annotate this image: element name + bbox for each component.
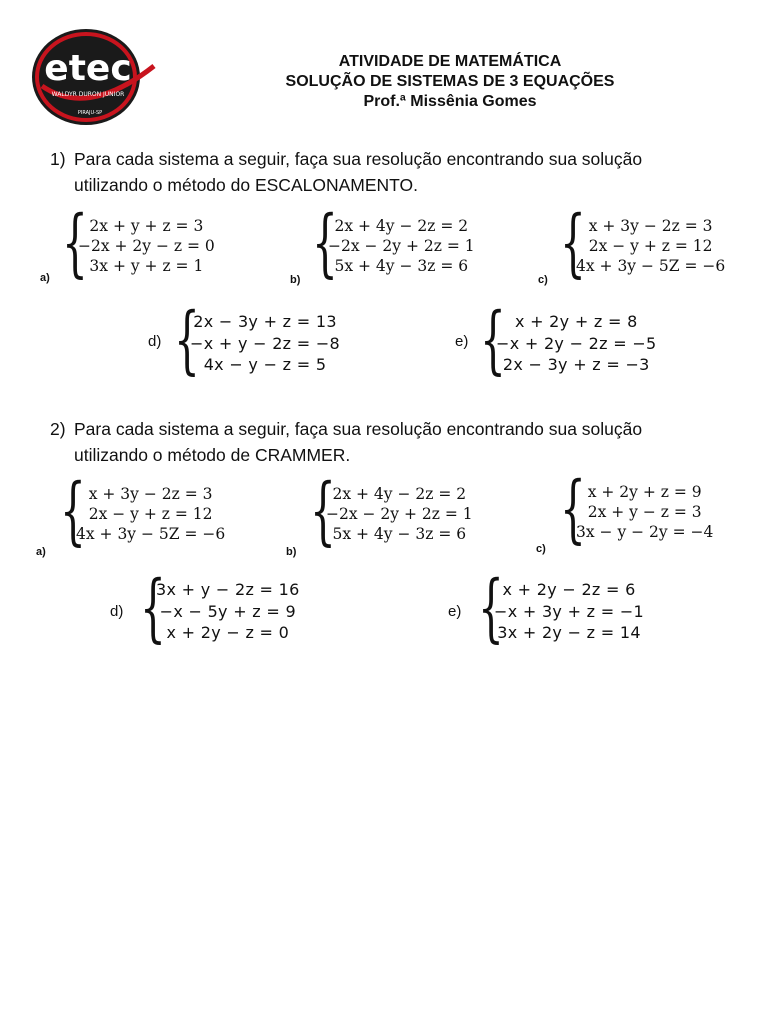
- equation-system: [140, 565, 300, 652]
- brace: {: [310, 468, 336, 554]
- logo-subtext: WALDYR DURON JUNIOR: [51, 91, 125, 98]
- brace: {: [140, 565, 166, 652]
- system-label: c): [536, 543, 546, 555]
- equation-system: [312, 200, 475, 286]
- brace: {: [560, 466, 586, 552]
- header-title: ATIVIDADE DE MATEMÁTICA: [338, 53, 562, 70]
- equation-system: [560, 200, 726, 286]
- equation: x + 2y + z = 8: [514, 312, 638, 331]
- equation: x + 3y − 2z = 3: [88, 485, 213, 503]
- equation: 2x − 3y + z = −3: [502, 355, 650, 374]
- brace: {: [480, 297, 506, 384]
- system-label: e): [455, 333, 469, 350]
- equation: x + 2y − z = 0: [166, 623, 290, 642]
- equation: 3x + 2y − z = 14: [497, 623, 641, 642]
- equation: 3x + y − 2z = 16: [156, 580, 300, 599]
- equation: 4x + 3y − 5Z = −6: [76, 525, 226, 543]
- equation: −2x + 2y − z = 0: [78, 237, 215, 255]
- equation-system: [60, 468, 226, 554]
- equation: 3x − y − 2y = −4: [576, 523, 714, 541]
- question-1: [50, 146, 710, 198]
- brace: {: [174, 297, 200, 384]
- equation: 3x + y + z = 1: [89, 257, 204, 275]
- equation: 2x + y − z = 3: [587, 503, 702, 521]
- equation: 2x − y + z = 12: [88, 505, 213, 523]
- system-label: a): [40, 272, 50, 284]
- equation-system: [62, 200, 215, 286]
- equation-system: [310, 468, 473, 554]
- equation: −x − 5y + z = 9: [159, 601, 296, 621]
- equation: −x + y − 2z = −8: [190, 333, 341, 353]
- equation-system: [480, 297, 657, 384]
- equation: 4x + 3y − 5Z = −6: [576, 257, 726, 275]
- equation: −2x − 2y + 2z = 1: [326, 505, 473, 523]
- question-2: [50, 416, 710, 468]
- question-text-line2: utilizando o método do ESCALONAMENTO.: [74, 175, 419, 195]
- equation-system: [174, 297, 341, 384]
- equation: x + 3y − 2z = 3: [588, 217, 713, 235]
- logo-city: PIRAJU-SP: [77, 110, 103, 116]
- equation: 4x − y − z = 5: [203, 355, 327, 374]
- system-label: c): [538, 274, 548, 286]
- brace: {: [62, 200, 88, 286]
- equation: −x + 3y + z = −1: [494, 601, 645, 621]
- system-label: d): [110, 603, 124, 620]
- brace: {: [478, 565, 504, 652]
- equation: 2x − 3y + z = 13: [193, 312, 337, 331]
- header-teacher: Prof.ª Missênia Gomes: [363, 93, 537, 110]
- equation: 2x + 4y − 2z = 2: [334, 217, 469, 235]
- question-text-line2: utilizando o método de CRAMMER.: [74, 445, 351, 465]
- question-number: 2): [50, 419, 66, 439]
- equation-system: [560, 466, 714, 552]
- document-header: [250, 52, 650, 112]
- equation: 2x + y + z = 3: [89, 217, 204, 235]
- system-label: b): [286, 546, 297, 558]
- question-text-line1: Para cada sistema a seguir, faça sua resolução encontrando sua solução: [74, 419, 643, 439]
- equation: 5x + 4y − 3z = 6: [334, 257, 469, 275]
- equation: −x + 2y − 2z = −5: [496, 333, 657, 353]
- system-label: a): [36, 546, 46, 558]
- equation: 2x + 4y − 2z = 2: [332, 485, 467, 503]
- equation: −2x − 2y + 2z = 1: [328, 237, 475, 255]
- system-label: d): [148, 333, 162, 350]
- brace: {: [560, 200, 586, 286]
- equation: x + 2y + z = 9: [587, 483, 702, 501]
- question-number: 1): [50, 149, 66, 169]
- equation: 5x + 4y − 3z = 6: [332, 525, 467, 543]
- school-logo: [28, 26, 158, 128]
- logo-wordmark: etec: [44, 48, 132, 89]
- brace: {: [60, 468, 86, 554]
- equation: x + 2y − 2z = 6: [502, 580, 636, 599]
- brace: {: [312, 200, 338, 286]
- equation-system: [478, 565, 645, 652]
- system-label: e): [448, 603, 462, 620]
- question-text-line1: Para cada sistema a seguir, faça sua resolução encontrando sua solução: [74, 149, 643, 169]
- equation: 2x − y + z = 12: [588, 237, 713, 255]
- system-label: b): [290, 274, 301, 286]
- header-subtitle: SOLUÇÃO DE SISTEMAS DE 3 EQUAÇÕES: [285, 73, 615, 90]
